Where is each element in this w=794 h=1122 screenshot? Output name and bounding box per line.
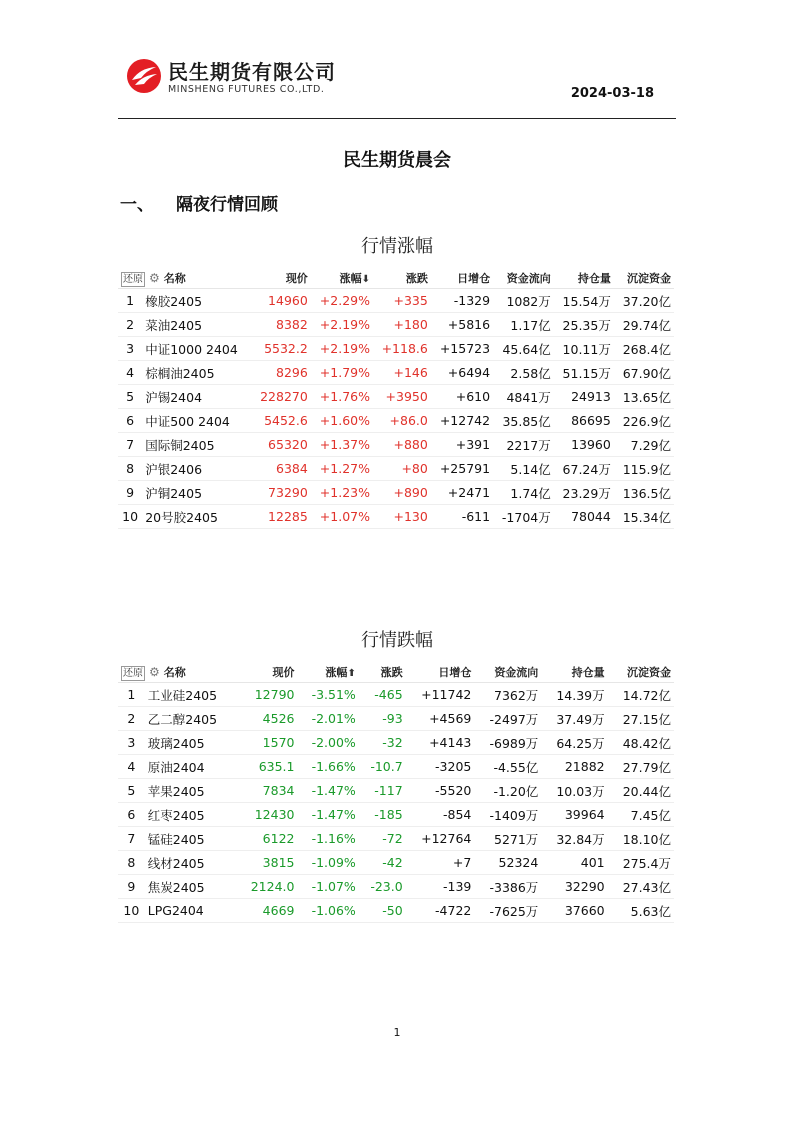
cell-pct: -1.09%	[297, 851, 358, 875]
cell-price: 1570	[237, 731, 298, 755]
table-row[interactable]	[118, 361, 674, 385]
cell-name: 沪锡2404	[142, 385, 251, 409]
cell-chg: -10.7	[359, 755, 406, 779]
header-name-cell	[118, 268, 251, 289]
cell-oi-chg: +11742	[406, 683, 475, 707]
cell-price: 12430	[237, 803, 298, 827]
cell-capital: 136.5亿	[614, 481, 674, 505]
table-row[interactable]	[118, 779, 674, 803]
cell-oi-chg: -611	[431, 505, 493, 529]
cell-oi: 39964	[541, 803, 607, 827]
column-header-name[interactable]: 名称	[163, 665, 186, 679]
gear-icon[interactable]: ⚙	[149, 270, 160, 285]
table-header-row	[118, 268, 674, 289]
cell-price: 65320	[251, 433, 310, 457]
company-name-cn: 民生期货有限公司	[168, 60, 336, 84]
cell-rank: 3	[118, 731, 145, 755]
table-row[interactable]	[118, 409, 674, 433]
cell-capital: 29.74亿	[614, 313, 674, 337]
report-date: 2024-03-18	[570, 86, 654, 101]
cell-oi-chg: -854	[406, 803, 475, 827]
table-row[interactable]	[118, 683, 674, 707]
cell-chg: -465	[359, 683, 406, 707]
cell-oi-chg: +2471	[431, 481, 493, 505]
cell-name: 锰硅2405	[145, 827, 237, 851]
cell-rank: 1	[118, 289, 142, 313]
cell-chg: -23.0	[359, 875, 406, 899]
cell-oi: 51.15万	[554, 361, 614, 385]
table-row[interactable]	[118, 755, 674, 779]
cell-pct: -1.16%	[297, 827, 358, 851]
cell-capital: 20.44亿	[608, 779, 674, 803]
column-header-chg[interactable]: 涨跌	[373, 268, 431, 289]
cell-rank: 1	[118, 683, 145, 707]
cell-pct: -1.06%	[297, 899, 358, 923]
cell-flow: 52324	[474, 851, 541, 875]
table-row[interactable]	[118, 851, 674, 875]
cell-chg: +335	[373, 289, 431, 313]
cell-oi: 86695	[554, 409, 614, 433]
table-row[interactable]	[118, 313, 674, 337]
cell-name: 工业硅2405	[145, 683, 237, 707]
column-header-capital[interactable]: 沉淀资金	[608, 662, 674, 683]
cell-capital: 37.20亿	[614, 289, 674, 313]
table-row[interactable]	[118, 289, 674, 313]
cell-flow: 1082万	[493, 289, 554, 313]
cell-rank: 4	[118, 755, 145, 779]
cell-capital: 27.15亿	[608, 707, 674, 731]
cell-price: 3815	[237, 851, 298, 875]
gear-icon[interactable]: ⚙	[149, 664, 160, 679]
cell-pct: -1.47%	[297, 779, 358, 803]
column-header-chg[interactable]: 涨跌	[359, 662, 406, 683]
header-name-cell	[118, 662, 237, 683]
cell-oi-chg: +4143	[406, 731, 475, 755]
restore-button[interactable]: 还原	[123, 667, 143, 679]
cell-oi: 67.24万	[554, 457, 614, 481]
table-row[interactable]	[118, 385, 674, 409]
cell-price: 635.1	[237, 755, 298, 779]
cell-oi-chg: +12742	[431, 409, 493, 433]
cell-oi-chg: +7	[406, 851, 475, 875]
cell-flow: -2497万	[474, 707, 541, 731]
cell-flow: -1409万	[474, 803, 541, 827]
company-logo	[126, 58, 366, 100]
cell-chg: +86.0	[373, 409, 431, 433]
gainers-table	[118, 268, 674, 529]
cell-flow: 7362万	[474, 683, 541, 707]
cell-name: 棕榈油2405	[142, 361, 251, 385]
cell-oi-chg: -3205	[406, 755, 475, 779]
cell-price: 4669	[237, 899, 298, 923]
cell-chg: +146	[373, 361, 431, 385]
header-divider	[118, 118, 676, 119]
cell-name: 乙二醇2405	[145, 707, 237, 731]
cell-oi-chg: +5816	[431, 313, 493, 337]
cell-rank: 5	[118, 779, 145, 803]
cell-flow: 5.14亿	[493, 457, 554, 481]
cell-name: 沪银2406	[142, 457, 251, 481]
cell-oi: 32.84万	[541, 827, 607, 851]
gainers-caption: 行情涨幅	[361, 236, 433, 257]
cell-rank: 5	[118, 385, 142, 409]
minsheng-logo-icon	[126, 58, 162, 94]
cell-oi-chg: -4722	[406, 899, 475, 923]
cell-price: 73290	[251, 481, 310, 505]
cell-pct: +1.76%	[311, 385, 373, 409]
cell-pct: -1.07%	[297, 875, 358, 899]
cell-pct: +1.07%	[311, 505, 373, 529]
cell-oi: 32290	[541, 875, 607, 899]
cell-oi-chg: -1329	[431, 289, 493, 313]
column-header-pct-label: 涨幅	[325, 666, 348, 679]
cell-flow: -1704万	[493, 505, 554, 529]
cell-name: 国际铜2405	[142, 433, 251, 457]
table-row[interactable]	[118, 707, 674, 731]
column-header-capital[interactable]: 沉淀资金	[614, 268, 674, 289]
cell-name: 橡胶2405	[142, 289, 251, 313]
cell-oi: 78044	[554, 505, 614, 529]
cell-price: 7834	[237, 779, 298, 803]
table-row[interactable]	[118, 899, 674, 923]
column-header-flow[interactable]: 资金流向	[474, 662, 541, 683]
section-number: 一、	[120, 195, 154, 215]
column-header-pct-label: 涨幅	[339, 272, 362, 285]
cell-oi: 24913	[554, 385, 614, 409]
table-header-row	[118, 662, 674, 683]
cell-capital: 226.9亿	[614, 409, 674, 433]
restore-button[interactable]: 还原	[123, 273, 143, 285]
cell-oi: 37660	[541, 899, 607, 923]
cell-rank: 9	[118, 875, 145, 899]
cell-rank: 10	[118, 505, 142, 529]
column-header-oi-chg[interactable]: 日增仓	[406, 662, 475, 683]
cell-oi: 15.54万	[554, 289, 614, 313]
cell-chg: +3950	[373, 385, 431, 409]
cell-oi-chg: -5520	[406, 779, 475, 803]
table-row[interactable]	[118, 481, 674, 505]
cell-flow: -1.20亿	[474, 779, 541, 803]
arrow-up-icon[interactable]: ⬆	[347, 668, 356, 679]
cell-name: 沪铜2405	[142, 481, 251, 505]
cell-rank: 8	[118, 457, 142, 481]
document-title: 民生期货晨会	[343, 150, 451, 171]
cell-capital: 268.4亿	[614, 337, 674, 361]
cell-name: 玻璃2405	[145, 731, 237, 755]
table-row[interactable]	[118, 827, 674, 851]
cell-name: 中证1000 2404	[142, 337, 251, 361]
cell-chg: +880	[373, 433, 431, 457]
cell-flow: 1.17亿	[493, 313, 554, 337]
cell-flow: 5271万	[474, 827, 541, 851]
column-header-oi[interactable]: 持仓量	[554, 268, 614, 289]
cell-price: 8296	[251, 361, 310, 385]
cell-name: 红枣2405	[145, 803, 237, 827]
cell-flow: 1.74亿	[493, 481, 554, 505]
cell-chg: -50	[359, 899, 406, 923]
cell-price: 5452.6	[251, 409, 310, 433]
cell-rank: 10	[118, 899, 145, 923]
cell-flow: 4841万	[493, 385, 554, 409]
table-row[interactable]	[118, 457, 674, 481]
cell-rank: 6	[118, 409, 142, 433]
section-title: 隔夜行情回顾	[176, 195, 278, 215]
cell-price: 6122	[237, 827, 298, 851]
cell-chg: +180	[373, 313, 431, 337]
cell-rank: 2	[118, 313, 142, 337]
cell-pct: +2.29%	[311, 289, 373, 313]
cell-pct: -1.66%	[297, 755, 358, 779]
cell-oi-chg: +391	[431, 433, 493, 457]
cell-price: 8382	[251, 313, 310, 337]
cell-oi: 25.35万	[554, 313, 614, 337]
losers-table	[118, 662, 674, 923]
losers-caption: 行情跌幅	[361, 630, 433, 651]
cell-flow: 35.85亿	[493, 409, 554, 433]
cell-pct: +2.19%	[311, 337, 373, 361]
cell-pct: +1.27%	[311, 457, 373, 481]
cell-capital: 48.42亿	[608, 731, 674, 755]
cell-rank: 9	[118, 481, 142, 505]
cell-name: 原油2404	[145, 755, 237, 779]
cell-name: 菜油2405	[142, 313, 251, 337]
cell-capital: 7.29亿	[614, 433, 674, 457]
cell-oi: 10.03万	[541, 779, 607, 803]
column-header-flow[interactable]: 资金流向	[493, 268, 554, 289]
cell-capital: 15.34亿	[614, 505, 674, 529]
cell-chg: +890	[373, 481, 431, 505]
cell-rank: 7	[118, 827, 145, 851]
cell-price: 2124.0	[237, 875, 298, 899]
cell-oi: 10.11万	[554, 337, 614, 361]
cell-name: 中证500 2404	[142, 409, 251, 433]
cell-name: LPG2404	[145, 899, 237, 923]
cell-flow: -6989万	[474, 731, 541, 755]
cell-oi-chg: +15723	[431, 337, 493, 361]
cell-rank: 8	[118, 851, 145, 875]
cell-oi-chg: +4569	[406, 707, 475, 731]
company-name-en: MINSHENG FUTURES CO.,LTD.	[168, 84, 325, 95]
cell-pct: +1.23%	[311, 481, 373, 505]
cell-capital: 27.43亿	[608, 875, 674, 899]
cell-price: 6384	[251, 457, 310, 481]
table-row[interactable]	[118, 433, 674, 457]
cell-oi-chg: +610	[431, 385, 493, 409]
table-row[interactable]	[118, 505, 674, 529]
cell-capital: 18.10亿	[608, 827, 674, 851]
cell-capital: 5.63亿	[608, 899, 674, 923]
cell-flow: -4.55亿	[474, 755, 541, 779]
cell-oi-chg: +25791	[431, 457, 493, 481]
cell-capital: 13.65亿	[614, 385, 674, 409]
cell-pct: -2.01%	[297, 707, 358, 731]
column-header-name[interactable]: 名称	[163, 271, 186, 285]
cell-oi: 21882	[541, 755, 607, 779]
column-header-pct[interactable]	[297, 662, 358, 683]
cell-pct: +1.37%	[311, 433, 373, 457]
table-row[interactable]	[118, 803, 674, 827]
cell-capital: 275.4万	[608, 851, 674, 875]
cell-name: 20号胶2405	[142, 505, 251, 529]
cell-name: 苹果2405	[145, 779, 237, 803]
column-header-oi-chg[interactable]: 日增仓	[431, 268, 493, 289]
cell-pct: +2.19%	[311, 313, 373, 337]
cell-chg: -42	[359, 851, 406, 875]
table-row[interactable]	[118, 875, 674, 899]
cell-chg: -185	[359, 803, 406, 827]
cell-oi: 401	[541, 851, 607, 875]
page-number: 1	[393, 1026, 401, 1039]
cell-price: 4526	[237, 707, 298, 731]
arrow-down-icon[interactable]: ⬇	[361, 274, 370, 285]
cell-flow: 2217万	[493, 433, 554, 457]
cell-price: 5532.2	[251, 337, 310, 361]
cell-chg: +80	[373, 457, 431, 481]
cell-chg: +118.6	[373, 337, 431, 361]
column-header-oi[interactable]: 持仓量	[541, 662, 607, 683]
cell-rank: 3	[118, 337, 142, 361]
cell-capital: 14.72亿	[608, 683, 674, 707]
cell-pct: -3.51%	[297, 683, 358, 707]
cell-capital: 67.90亿	[614, 361, 674, 385]
cell-capital: 115.9亿	[614, 457, 674, 481]
table-row[interactable]	[118, 731, 674, 755]
cell-price: 14960	[251, 289, 310, 313]
cell-oi: 13960	[554, 433, 614, 457]
cell-price: 12790	[237, 683, 298, 707]
cell-oi: 64.25万	[541, 731, 607, 755]
cell-oi-chg: -139	[406, 875, 475, 899]
cell-chg: -93	[359, 707, 406, 731]
column-header-pct[interactable]	[311, 268, 373, 289]
cell-pct: +1.60%	[311, 409, 373, 433]
cell-price: 12285	[251, 505, 310, 529]
cell-chg: -72	[359, 827, 406, 851]
cell-rank: 4	[118, 361, 142, 385]
cell-rank: 7	[118, 433, 142, 457]
column-header-price[interactable]: 现价	[237, 662, 298, 683]
cell-flow: -3386万	[474, 875, 541, 899]
cell-capital: 27.79亿	[608, 755, 674, 779]
cell-pct: -2.00%	[297, 731, 358, 755]
cell-flow: -7625万	[474, 899, 541, 923]
cell-oi: 37.49万	[541, 707, 607, 731]
cell-name: 线材2405	[145, 851, 237, 875]
column-header-price[interactable]: 现价	[251, 268, 310, 289]
cell-oi-chg: +6494	[431, 361, 493, 385]
cell-pct: -1.47%	[297, 803, 358, 827]
cell-chg: -32	[359, 731, 406, 755]
cell-chg: +130	[373, 505, 431, 529]
cell-capital: 7.45亿	[608, 803, 674, 827]
cell-name: 焦炭2405	[145, 875, 237, 899]
cell-flow: 45.64亿	[493, 337, 554, 361]
cell-pct: +1.79%	[311, 361, 373, 385]
cell-rank: 6	[118, 803, 145, 827]
cell-oi-chg: +12764	[406, 827, 475, 851]
table-row[interactable]	[118, 337, 674, 361]
cell-oi: 23.29万	[554, 481, 614, 505]
cell-flow: 2.58亿	[493, 361, 554, 385]
cell-oi: 14.39万	[541, 683, 607, 707]
cell-price: 228270	[251, 385, 310, 409]
cell-chg: -117	[359, 779, 406, 803]
cell-rank: 2	[118, 707, 145, 731]
